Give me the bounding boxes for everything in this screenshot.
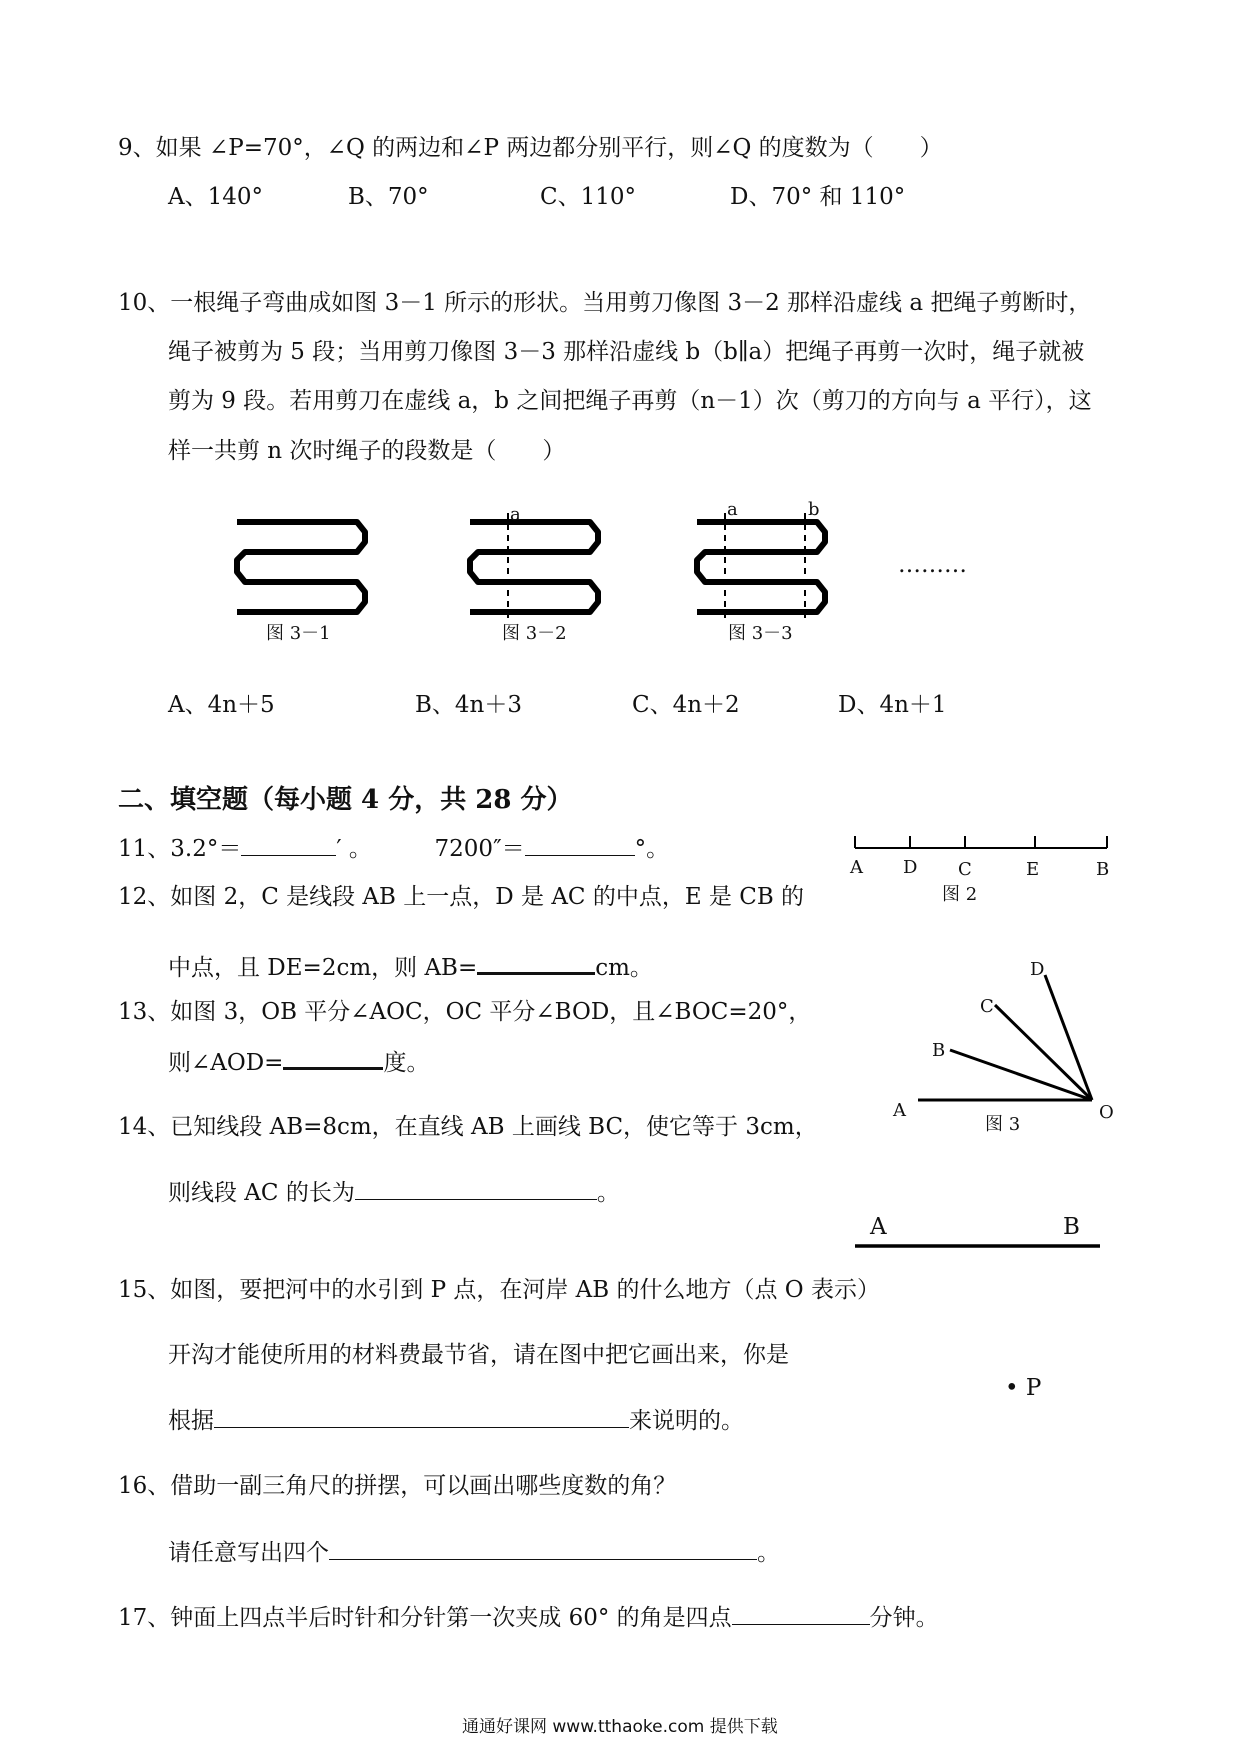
q14-line-2a: 则线段 AC 的长为 <box>168 1180 355 1206</box>
fig2-label-d: D <box>903 857 918 878</box>
segment-figure-2 <box>855 836 1107 848</box>
line-a-label: a <box>510 504 521 525</box>
section-2-title: 二、填空题（每小题 4 分，共 28 分） <box>118 785 573 815</box>
fig3-1-caption: 图 3－1 <box>266 623 331 644</box>
q10-line-3: 剪为 9 段。若用剪刀在虚线 a，b 之间把绳子再剪（n－1）次（剪刀的方向与 a 平行），这 <box>168 388 1092 414</box>
q15-line-3 <box>168 1405 744 1436</box>
q14-line-1: 14、已知线段 AB=8cm，在直线 AB 上画线 BC，使它等于 3cm， <box>118 1114 818 1140</box>
q17-line-1b: 分钟。 <box>869 1605 939 1631</box>
q13-line-2 <box>168 1045 429 1078</box>
rope-figure-3-1 <box>237 522 365 612</box>
q14-line-2 <box>168 1177 620 1208</box>
q12-line-2b: cm。 <box>595 955 653 981</box>
fig2-label-e: E <box>1026 859 1040 880</box>
fig3-2-caption: 图 3－2 <box>502 623 567 644</box>
q13-blank[interactable] <box>283 1045 383 1070</box>
fig3-label-b: B <box>932 1040 946 1061</box>
q10-option-c: C、4n＋2 <box>632 692 740 718</box>
q12-blank[interactable] <box>477 950 595 975</box>
q11-blank-1[interactable] <box>241 833 336 856</box>
q11-part-2: 7200″＝ <box>434 836 525 862</box>
q15-line-3a: 根据 <box>168 1408 214 1434</box>
fig2-caption: 图 2 <box>942 884 978 905</box>
q16-line-2b: 。 <box>757 1540 780 1566</box>
q16-line-1: 16、借助一副三角尺的拼摆，可以画出哪些度数的角？ <box>118 1473 677 1499</box>
q13-line-2b: 度。 <box>383 1050 430 1076</box>
fig3-label-o: O <box>1099 1102 1114 1123</box>
river-point-p: • P <box>1005 1375 1042 1401</box>
q11-part-1: 11、3.2°＝ <box>118 836 242 862</box>
q17-line-1a: 17、钟面上四点半后时针和分针第一次夹成 60° 的角是四点 <box>118 1605 732 1631</box>
q15-line-1: 15、如图，要把河中的水引到 P 点，在河岸 AB 的什么地方（点 O 表示） <box>118 1277 880 1303</box>
q9-option-b: B、70° <box>348 184 429 210</box>
fig3-label-c: C <box>980 996 994 1017</box>
q9-option-d: D、70° 和 110° <box>730 184 906 210</box>
q12-line-2 <box>168 950 653 983</box>
q13-line-1: 13、如图 3，OB 平分∠AOC，OC 平分∠BOD，且∠BOC=20°， <box>118 999 812 1025</box>
q9-stem: 9、如果 ∠P=70°，∠Q 的两边和∠P 两边都分别平行，则∠Q 的度数为（ ） <box>118 135 943 161</box>
q17 <box>118 1602 939 1633</box>
fig2-label-b: B <box>1096 859 1110 880</box>
q12-line-2a: 中点，且 DE=2cm，则 AB= <box>168 955 478 981</box>
river-label-b: B <box>1063 1214 1080 1240</box>
q10-option-d: D、4n＋1 <box>838 692 947 718</box>
q12-line-1: 12、如图 2，C 是线段 AB 上一点，D 是 AC 的中点，E 是 CB 的 <box>118 884 805 910</box>
q16-line-2a: 请任意写出四个 <box>168 1540 329 1566</box>
q10-option-b: B、4n＋3 <box>415 692 522 718</box>
q11-unit-2: °。 <box>634 836 670 862</box>
q11-unit-1: ′ 。 <box>336 836 372 862</box>
q10-option-a: A、4n＋5 <box>168 692 275 718</box>
footer-watermark: 通通好课网 www.tthaoke.com 提供下载 <box>462 1717 778 1737</box>
q10-line-4: 样一共剪 n 次时绳子的段数是（ ） <box>168 438 566 464</box>
line-b-label: b <box>808 499 820 520</box>
q13-line-2a: 则∠AOD= <box>168 1050 284 1076</box>
q14-blank[interactable] <box>355 1177 597 1200</box>
q15-line-2: 开沟才能使所用的材料费最节省，请在图中把它画出来，你是 <box>168 1342 789 1368</box>
q9-option-a: A、140° <box>168 184 264 210</box>
fig3-label-a: A <box>893 1100 906 1121</box>
q10-line-1: 10、一根绳子弯曲成如图 3－1 所示的形状。当用剪刀像图 3－2 那样沿虚线 a 把绳子剪断时， <box>118 290 1092 316</box>
q14-line-2b: 。 <box>596 1180 620 1206</box>
q16-blank[interactable] <box>329 1537 757 1560</box>
q17-blank[interactable] <box>732 1602 870 1625</box>
rope-figure-3-2 <box>470 522 598 612</box>
q15-line-3b: 来说明的。 <box>629 1408 744 1434</box>
q15-blank[interactable] <box>214 1405 629 1428</box>
q11-blank-2[interactable] <box>525 833 635 856</box>
fig3-3-caption: 图 3－3 <box>728 623 793 644</box>
fig2-label-a: A <box>850 857 863 878</box>
ellipsis: ……… <box>898 552 967 578</box>
fig3-label-d: D <box>1030 959 1045 980</box>
line-a-label-2: a <box>727 499 738 520</box>
river-label-a: A <box>870 1214 887 1240</box>
q16-line-2 <box>168 1537 780 1568</box>
q10-line-2: 绳子被剪为 5 段；当用剪刀像图 3－3 那样沿虚线 b（b∥a）把绳子再剪一次时，绳子就被 <box>168 339 1085 365</box>
fig3-caption: 图 3 <box>985 1114 1021 1135</box>
q11 <box>118 833 669 864</box>
q9-option-c: C、110° <box>540 184 636 210</box>
fig2-label-c: C <box>958 859 972 880</box>
